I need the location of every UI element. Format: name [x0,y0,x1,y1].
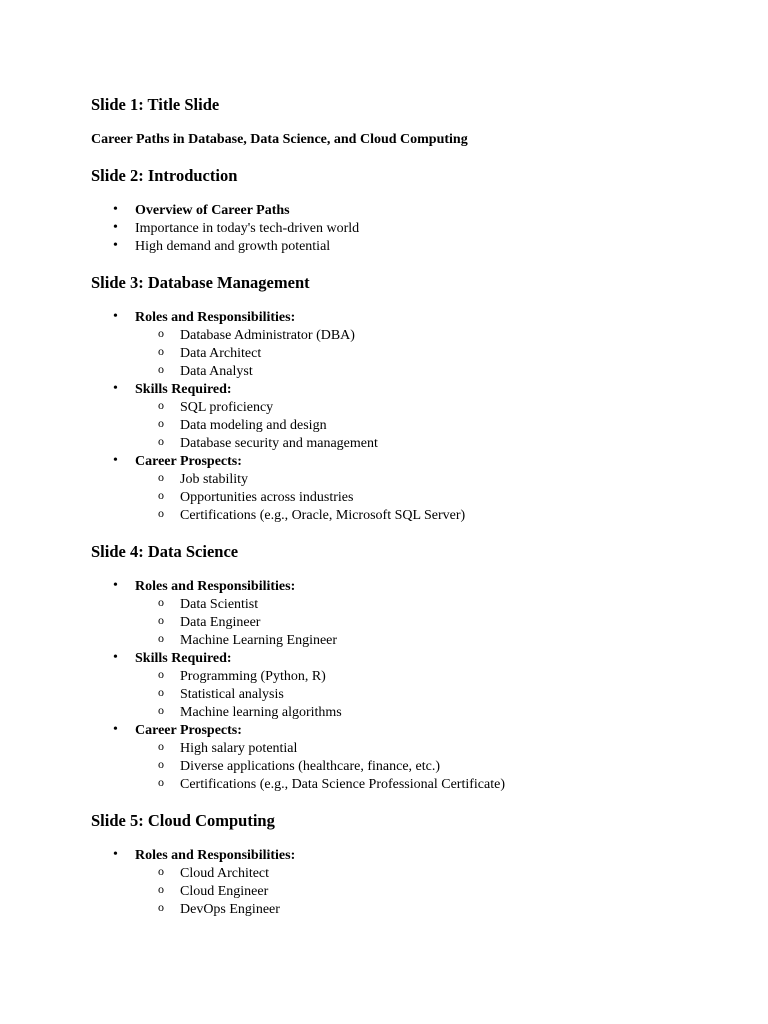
list-item [91,381,731,453]
sub-list-item [135,740,731,758]
sub-list [135,668,731,722]
slide-4-section [91,541,731,794]
bullet-icon: • [113,578,118,593]
bullet-icon: • [113,650,118,665]
sub-list-item-text: Data Analyst [180,364,253,379]
section-label: Career Prospects: [135,454,242,469]
sub-bullet-icon: o [158,739,164,753]
list-item [91,202,731,220]
sub-list-item-text: Opportunities across industries [180,490,354,505]
bullet-icon: • [113,847,118,862]
sub-list-item-text: Certifications (e.g., Data Science Professional Certificate) [180,777,505,792]
list-item-text: High demand and growth potential [135,239,331,254]
sub-list-item [135,363,731,381]
sub-bullet-icon: o [158,613,164,627]
sub-list-item [135,327,731,345]
sub-list-item-text: Database Administrator (DBA) [180,328,355,343]
slide-heading: Slide 5: Cloud Computing [91,811,275,830]
sub-list-item-text: Cloud Architect [180,866,270,881]
sub-list-item [135,507,731,525]
sub-list-item-text: Data Scientist [180,597,259,612]
sub-list [135,399,731,453]
sub-list-item-text: Certifications (e.g., Oracle, Microsoft SQL Server) [180,508,466,523]
sub-list-item [135,417,731,435]
sub-bullet-icon: o [158,667,164,681]
bullet-icon: • [113,309,118,324]
sub-list-item [135,883,731,901]
sub-bullet-icon: o [158,470,164,484]
list-item [91,309,731,381]
list-item [91,722,731,794]
sub-list-item [135,776,731,794]
sub-list-item-text: Job stability [180,472,249,487]
sub-list [135,740,731,794]
section-label: Skills Required: [135,382,232,397]
sub-list-item-text: Data modeling and design [180,418,327,433]
slide-5-section [91,810,731,919]
sub-bullet-icon: o [158,864,164,878]
bullet-list [91,309,731,525]
slide-1-section [91,94,731,149]
slide-heading: Slide 2: Introduction [91,166,238,185]
sub-bullet-icon: o [158,416,164,430]
bullet-icon: • [113,220,118,235]
sub-list-item-text: Data Engineer [180,615,261,630]
list-item [91,650,731,722]
list-item [91,220,731,238]
sub-list-item [135,686,731,704]
bullet-icon: • [113,202,118,217]
document-content [91,94,731,919]
list-item [91,847,731,919]
sub-bullet-icon: o [158,488,164,502]
sub-bullet-icon: o [158,326,164,340]
section-label: Roles and Responsibilities: [135,579,296,594]
sub-list-item-text: Diverse applications (healthcare, finance, etc.) [180,759,441,774]
sub-list-item-text: High salary potential [180,741,298,756]
list-item [91,453,731,525]
bullet-icon: • [113,722,118,737]
sub-list-item [135,489,731,507]
sub-list [135,327,731,381]
sub-list-item-text: SQL proficiency [180,400,274,415]
sub-list-item [135,614,731,632]
sub-list-item-text: Database security and management [180,436,378,451]
sub-list-item [135,399,731,417]
slide-heading: Slide 3: Database Management [91,273,310,292]
sub-bullet-icon: o [158,775,164,789]
slide-heading: Slide 4: Data Science [91,542,239,561]
section-label: Skills Required: [135,651,232,666]
section-label: Roles and Responsibilities: [135,848,296,863]
bullet-list [91,202,731,256]
sub-list-item-text: Cloud Engineer [180,884,269,899]
section-label: Roles and Responsibilities: [135,310,296,325]
sub-bullet-icon: o [158,595,164,609]
sub-bullet-icon: o [158,757,164,771]
sub-list-item [135,668,731,686]
sub-list [135,596,731,650]
slide-2-section [91,165,731,256]
sub-bullet-icon: o [158,703,164,717]
sub-list-item [135,632,731,650]
bullet-list [91,578,731,794]
sub-list-item-text: Machine learning algorithms [180,705,342,720]
sub-list-item-text: DevOps Engineer [180,902,280,917]
bullet-icon: • [113,381,118,396]
sub-list-item [135,865,731,883]
sub-list-item-text: Machine Learning Engineer [180,633,338,648]
slide-heading: Slide 1: Title Slide [91,95,220,114]
list-item-text: Importance in today's tech-driven world [135,221,360,236]
sub-list-item [135,345,731,363]
sub-list-item-text: Programming (Python, R) [180,669,326,684]
bullet-icon: • [113,238,118,253]
sub-list [135,471,731,525]
sub-bullet-icon: o [158,344,164,358]
sub-list-item [135,435,731,453]
sub-list-item [135,596,731,614]
sub-bullet-icon: o [158,685,164,699]
sub-bullet-icon: o [158,434,164,448]
list-item-text: Overview of Career Paths [135,203,290,218]
slide-3-section [91,272,731,525]
sub-bullet-icon: o [158,398,164,412]
sub-list-item [135,901,731,919]
sub-bullet-icon: o [158,631,164,645]
sub-bullet-icon: o [158,882,164,896]
sub-list-item-text: Data Architect [180,346,262,361]
sub-bullet-icon: o [158,900,164,914]
presentation-title: Career Paths in Database, Data Science, and Cloud Computing [91,132,468,147]
section-label: Career Prospects: [135,723,242,738]
sub-bullet-icon: o [158,362,164,376]
bullet-list [91,847,731,919]
sub-list-item [135,471,731,489]
list-item [91,578,731,650]
list-item [91,238,731,256]
sub-bullet-icon: o [158,506,164,520]
sub-list-item [135,758,731,776]
bullet-icon: • [113,453,118,468]
sub-list-item [135,704,731,722]
sub-list [135,865,731,919]
sub-list-item-text: Statistical analysis [180,687,284,702]
